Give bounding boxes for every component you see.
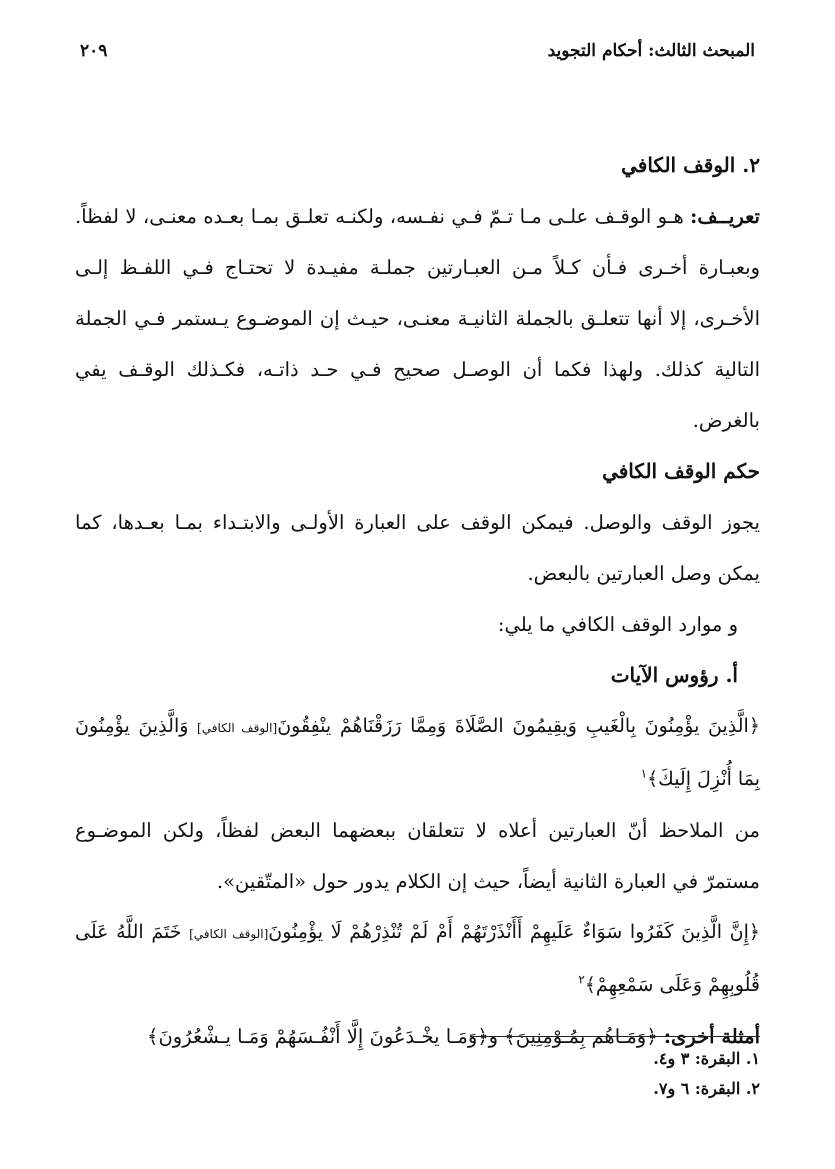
footnote-ref-2[interactable]: ٢: [578, 972, 585, 987]
verse-1: [75, 701, 760, 805]
footnote-divider: [470, 1036, 760, 1037]
footnotes: [75, 1044, 760, 1104]
definition-text: هـو الوقـف علـى مـا تـمّ فـي نفـسه، ولكنـه تعلـق بمـا بعـده معنـى، لا لفظاً. وبعبـارة أخـرى فـأن كـلاً مـن العبـارتين جملـة مفيـدة لا تحتـاج فـي اللفـظ إلـى الأخـرى، إلا أنها تتعلـق بالجملة الثانيـة معنـى، حيـث إن الموضـوع يـستمر فـي الجملة التالية كذلك. ولهذا فكما أن الوصـل صحيح فـي حـد ذاتـه، فكـذلك الوقـف يفي بالغرض.: [75, 205, 760, 432]
footnote-ref-1[interactable]: ١: [640, 766, 648, 781]
other-examples-label: أمثلة أخرى:: [663, 1025, 760, 1048]
page-number: ٢٠٩: [80, 41, 108, 61]
running-header: [80, 36, 755, 66]
verse-1-part-1: ﴿الَّذِينَ يؤْمِنُونَ بِالْغَيبِ وَيقِيمُونَ الصَّلَاةَ وَمِمَّا رَزَقْنَاهُمْ ينْفِقُونَ: [277, 715, 760, 737]
footnote-2: ٢. البقرة: ٦ و٧.: [653, 1079, 760, 1098]
verse-1-stop-tag: [الوقف الكافي]: [197, 721, 278, 735]
header-title: المبحث الثالث: أحكام التجويد: [547, 41, 755, 61]
footnote-1: ١. البقرة: ٣ و٤.: [653, 1049, 760, 1068]
verse-1-part-2: وَالَّذِينَ يؤْمِنُونَ بِمَا أُنْزِلَ إِلَيكَ﴾: [75, 715, 760, 790]
section-heading: ٢. الوقف الكافي: [621, 153, 760, 177]
ruling-heading: حكم الوقف الكافي: [602, 459, 760, 483]
verse-2-part-2: خَتَمَ اللَّهُ عَلَى قُلُوبِهِمْ وَعَلَى سَمْعِهِمْ﴾: [75, 921, 760, 996]
verse-2-stop-tag: [الوقف الكافي]: [189, 927, 269, 941]
other-examples-text: ﴿وَمَـاهُم بِمُـوْمِنِينَ﴾ و﴿وَمَـا يخْـدَعُونَ إِلَّا أَنْفُـسَهُمْ وَمَـا يـشْعُرُونَ﴾: [147, 1025, 664, 1048]
occurrences-intro: و موارد الوقف الكافي ما يلي:: [497, 613, 738, 636]
verse-2: [75, 907, 760, 1011]
sub-heading: أ. رؤوس الآيات: [610, 663, 738, 687]
definition-paragraph: [75, 191, 760, 446]
ruling-paragraph: يجوز الوقف والوصل. فيمكن الوقف على العبارة الأولـى والابتـداء بمـا بعـدها، كما يمكن وصل العبارتين بالبعض.: [75, 511, 760, 585]
main-text: [75, 140, 760, 1062]
definition-label: تعريــف:: [690, 205, 760, 228]
note-paragraph: من الملاحظ أنّ العبارتين أعلاه لا تتعلقان ببعضهما البعض لفظاً، ولكن الموضـوع مستمرّ في العبارة الثانية أيضاً، حيث إن الكلام يدور حول «المتّقين».: [75, 819, 760, 893]
verse-2-part-1: ﴿إِنَّ الَّذِينَ كَفَرُوا سَوَاءٌ عَلَيهِمْ أَأَنْذَرْتَهُمْ أَمْ لَمْ تُنْذِرْهُمْ لَا يؤْمِنُونَ: [268, 921, 760, 943]
